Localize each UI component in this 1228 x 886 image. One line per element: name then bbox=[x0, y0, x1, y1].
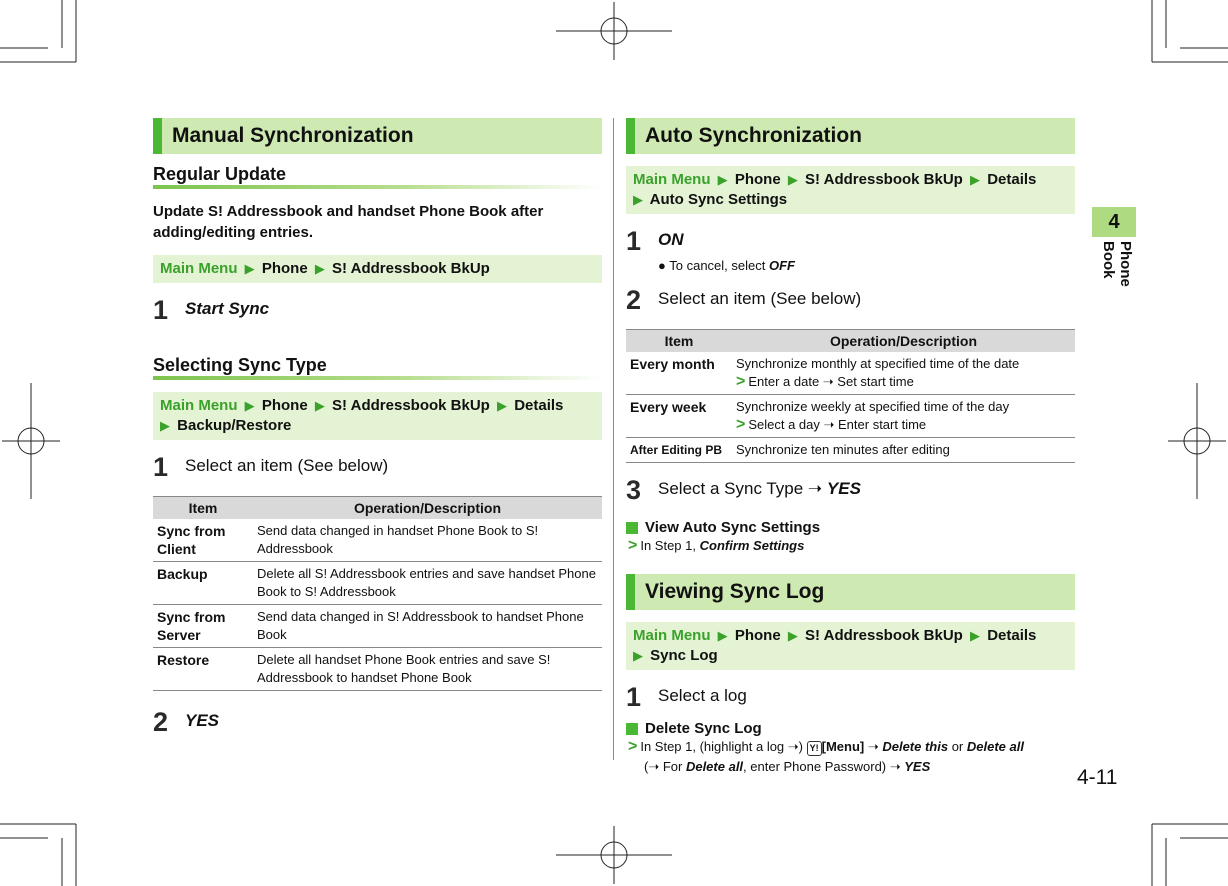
table-row bbox=[626, 352, 1075, 395]
table-row bbox=[153, 519, 602, 562]
section-header-bar bbox=[153, 118, 162, 154]
table-header: Item bbox=[153, 497, 253, 520]
subsection-title-regular-update: Regular Update bbox=[153, 164, 602, 189]
path-item: S! Addressbook BkUp bbox=[332, 397, 490, 414]
step bbox=[626, 682, 1075, 712]
note-text: or bbox=[948, 739, 967, 754]
step-number: 1 bbox=[153, 295, 169, 325]
step-number: 1 bbox=[626, 226, 642, 256]
section-title: Auto Synchronization bbox=[645, 124, 862, 147]
right-column bbox=[626, 118, 1075, 777]
chapter-tab bbox=[1092, 207, 1136, 287]
path-main-menu: Main Menu bbox=[160, 397, 238, 414]
note-text: ➝ bbox=[864, 739, 883, 754]
table-cell-desc bbox=[732, 395, 1075, 438]
menu-path bbox=[153, 255, 602, 283]
column-divider bbox=[613, 118, 614, 760]
path-arrow-icon: ▶ bbox=[970, 172, 981, 187]
subsection-title-sync-type: Selecting Sync Type bbox=[153, 355, 602, 380]
path-item: Backup/Restore bbox=[177, 417, 292, 434]
path-item: S! Addressbook BkUp bbox=[805, 171, 963, 188]
table-cell-desc: Synchronize ten minutes after editing bbox=[732, 438, 1075, 463]
table-cell-desc bbox=[732, 352, 1075, 395]
table-cell-sub-text: Enter a date ➝ Set start time bbox=[748, 374, 914, 389]
path-arrow-icon: ▶ bbox=[314, 398, 325, 413]
path-arrow-icon: ▶ bbox=[497, 398, 508, 413]
step-number: 2 bbox=[626, 285, 642, 315]
note-text: (➝ For bbox=[644, 759, 686, 774]
path-item: Phone bbox=[261, 260, 308, 277]
table-header: Item bbox=[626, 330, 732, 353]
path-item: S! Addressbook BkUp bbox=[332, 260, 490, 277]
step-number: 2 bbox=[153, 707, 169, 737]
step-text bbox=[658, 475, 861, 501]
table-row bbox=[626, 438, 1075, 463]
section-header-manual-sync bbox=[153, 118, 602, 154]
note-text: , enter Phone Password) ➝ bbox=[743, 759, 905, 774]
left-column bbox=[153, 118, 602, 737]
table-header: Operation/Description bbox=[732, 330, 1075, 353]
table-cell-desc-text: Synchronize monthly at specified time of the date bbox=[736, 356, 1020, 371]
table-row bbox=[153, 648, 602, 691]
bullet-note bbox=[658, 258, 1075, 273]
step bbox=[153, 452, 602, 482]
path-arrow-icon: ▶ bbox=[717, 172, 728, 187]
table-cell-item: After Editing PB bbox=[626, 438, 732, 463]
gt-icon: > bbox=[628, 537, 638, 554]
table-cell-desc: Send data changed in S! Addressbook to handset Phone Book bbox=[253, 605, 602, 648]
note-text: In Step 1, bbox=[640, 538, 700, 553]
path-item: Phone bbox=[261, 397, 308, 414]
menu-path bbox=[626, 622, 1075, 670]
table-cell-item: Restore bbox=[153, 648, 253, 691]
table-header-row bbox=[153, 497, 602, 520]
path-item: Sync Log bbox=[650, 647, 718, 664]
table-cell-item: Every month bbox=[626, 352, 732, 395]
step-number: 3 bbox=[626, 475, 642, 505]
table-cell-sub bbox=[736, 416, 1071, 434]
table-cell-item: Sync from Client bbox=[153, 519, 253, 562]
gt-icon: > bbox=[736, 373, 746, 390]
section-title: Viewing Sync Log bbox=[645, 580, 825, 603]
green-square-icon bbox=[626, 522, 638, 534]
gt-icon: > bbox=[736, 416, 746, 433]
path-item: Details bbox=[987, 627, 1037, 644]
table-cell-desc-text: Synchronize weekly at specified time of the day bbox=[736, 399, 1010, 414]
yahoo-key-icon: Y! bbox=[807, 741, 822, 756]
note-emphasis: YES bbox=[904, 759, 931, 774]
step bbox=[626, 475, 1075, 505]
path-arrow-icon: ▶ bbox=[160, 418, 170, 433]
path-item: Details bbox=[514, 397, 564, 414]
step-number: 1 bbox=[153, 452, 169, 482]
table-cell-item: Backup bbox=[153, 562, 253, 605]
note-text: In Step 1, (highlight a log ➝) bbox=[640, 739, 807, 754]
page-number: 4-11 bbox=[1077, 766, 1118, 789]
path-arrow-icon: ▶ bbox=[787, 172, 798, 187]
table-cell-desc: Send data changed in handset Phone Book to S! Addressbook bbox=[253, 519, 602, 562]
section-header-auto-sync bbox=[626, 118, 1075, 154]
path-arrow-icon: ▶ bbox=[970, 628, 981, 643]
path-arrow-icon: ▶ bbox=[244, 261, 255, 276]
path-arrow-icon: ▶ bbox=[717, 628, 728, 643]
note-emphasis: Delete all bbox=[685, 759, 744, 774]
menu-key-label: [Menu] bbox=[821, 739, 865, 754]
table-cell-desc: Delete all handset Phone Book entries and save S! Addressbook to handset Phone Book bbox=[253, 648, 602, 691]
step-text-emphasis: YES bbox=[826, 479, 861, 498]
subheading-view-auto-sync bbox=[626, 519, 1075, 536]
path-arrow-icon: ▶ bbox=[787, 628, 798, 643]
path-arrow-icon: ▶ bbox=[314, 261, 325, 276]
note-emphasis: Delete all bbox=[966, 739, 1024, 754]
menu-path bbox=[626, 166, 1075, 214]
path-item: Auto Sync Settings bbox=[649, 191, 788, 208]
path-main-menu: Main Menu bbox=[160, 260, 238, 277]
note bbox=[628, 536, 1075, 556]
description: Update S! Addressbook and handset Phone Book after adding/editing entries. bbox=[153, 203, 544, 241]
gt-icon: > bbox=[628, 738, 638, 755]
step-text: Start Sync bbox=[185, 299, 270, 318]
green-square-icon bbox=[626, 723, 638, 735]
step-text: Select a log bbox=[658, 686, 747, 705]
path-item: Phone bbox=[734, 171, 781, 188]
step bbox=[153, 295, 602, 325]
section-header-bar bbox=[626, 574, 635, 610]
path-arrow-icon: ▶ bbox=[633, 192, 643, 207]
step-number: 1 bbox=[626, 682, 642, 712]
step-text: Select an item (See below) bbox=[185, 456, 389, 475]
path-arrow-icon: ▶ bbox=[244, 398, 255, 413]
subheading-text: Delete Sync Log bbox=[645, 720, 762, 737]
table-header: Operation/Description bbox=[253, 497, 602, 520]
bullet-text: To cancel, select bbox=[669, 258, 769, 273]
step-text: ON bbox=[658, 230, 684, 249]
path-item: Details bbox=[987, 171, 1037, 188]
step-text-main: Select a Sync Type ➝ bbox=[658, 479, 827, 498]
step bbox=[153, 707, 602, 737]
table-cell-sub-text: Select a day ➝ Enter start time bbox=[748, 417, 927, 432]
table-row bbox=[626, 395, 1075, 438]
table-cell-item: Sync from Server bbox=[153, 605, 253, 648]
step bbox=[626, 285, 1075, 315]
path-item: S! Addressbook BkUp bbox=[805, 627, 963, 644]
path-item: Phone bbox=[734, 627, 781, 644]
bullet-emphasis: OFF bbox=[768, 258, 795, 273]
table-row bbox=[153, 562, 602, 605]
section-header-sync-log bbox=[626, 574, 1075, 610]
chapter-label: Phone Book bbox=[1100, 241, 1134, 287]
chapter-number: 4 bbox=[1092, 207, 1136, 237]
section-title: Manual Synchronization bbox=[172, 124, 414, 147]
menu-path bbox=[153, 392, 602, 440]
table-cell-desc: Delete all S! Addressbook entries and save handset Phone Book to S! Addressbook bbox=[253, 562, 602, 605]
table-row bbox=[153, 605, 602, 648]
step bbox=[626, 226, 1075, 256]
table-header-row bbox=[626, 330, 1075, 353]
note-emphasis: Delete this bbox=[882, 739, 949, 754]
note bbox=[628, 737, 1075, 777]
sync-type-table bbox=[153, 496, 602, 691]
step-text: Select an item (See below) bbox=[658, 289, 862, 308]
path-arrow-icon: ▶ bbox=[633, 648, 643, 663]
path-main-menu: Main Menu bbox=[633, 627, 711, 644]
auto-sync-table bbox=[626, 329, 1075, 463]
subheading-delete-sync-log bbox=[626, 720, 1075, 737]
bullet-dot-icon: ● bbox=[658, 258, 666, 273]
table-cell-item: Every week bbox=[626, 395, 732, 438]
note-emphasis: Confirm Settings bbox=[699, 538, 805, 553]
section-header-bar bbox=[626, 118, 635, 154]
path-main-menu: Main Menu bbox=[633, 171, 711, 188]
subheading-text: View Auto Sync Settings bbox=[645, 519, 821, 536]
step-text: YES bbox=[185, 711, 220, 730]
table-cell-sub bbox=[736, 373, 1071, 391]
